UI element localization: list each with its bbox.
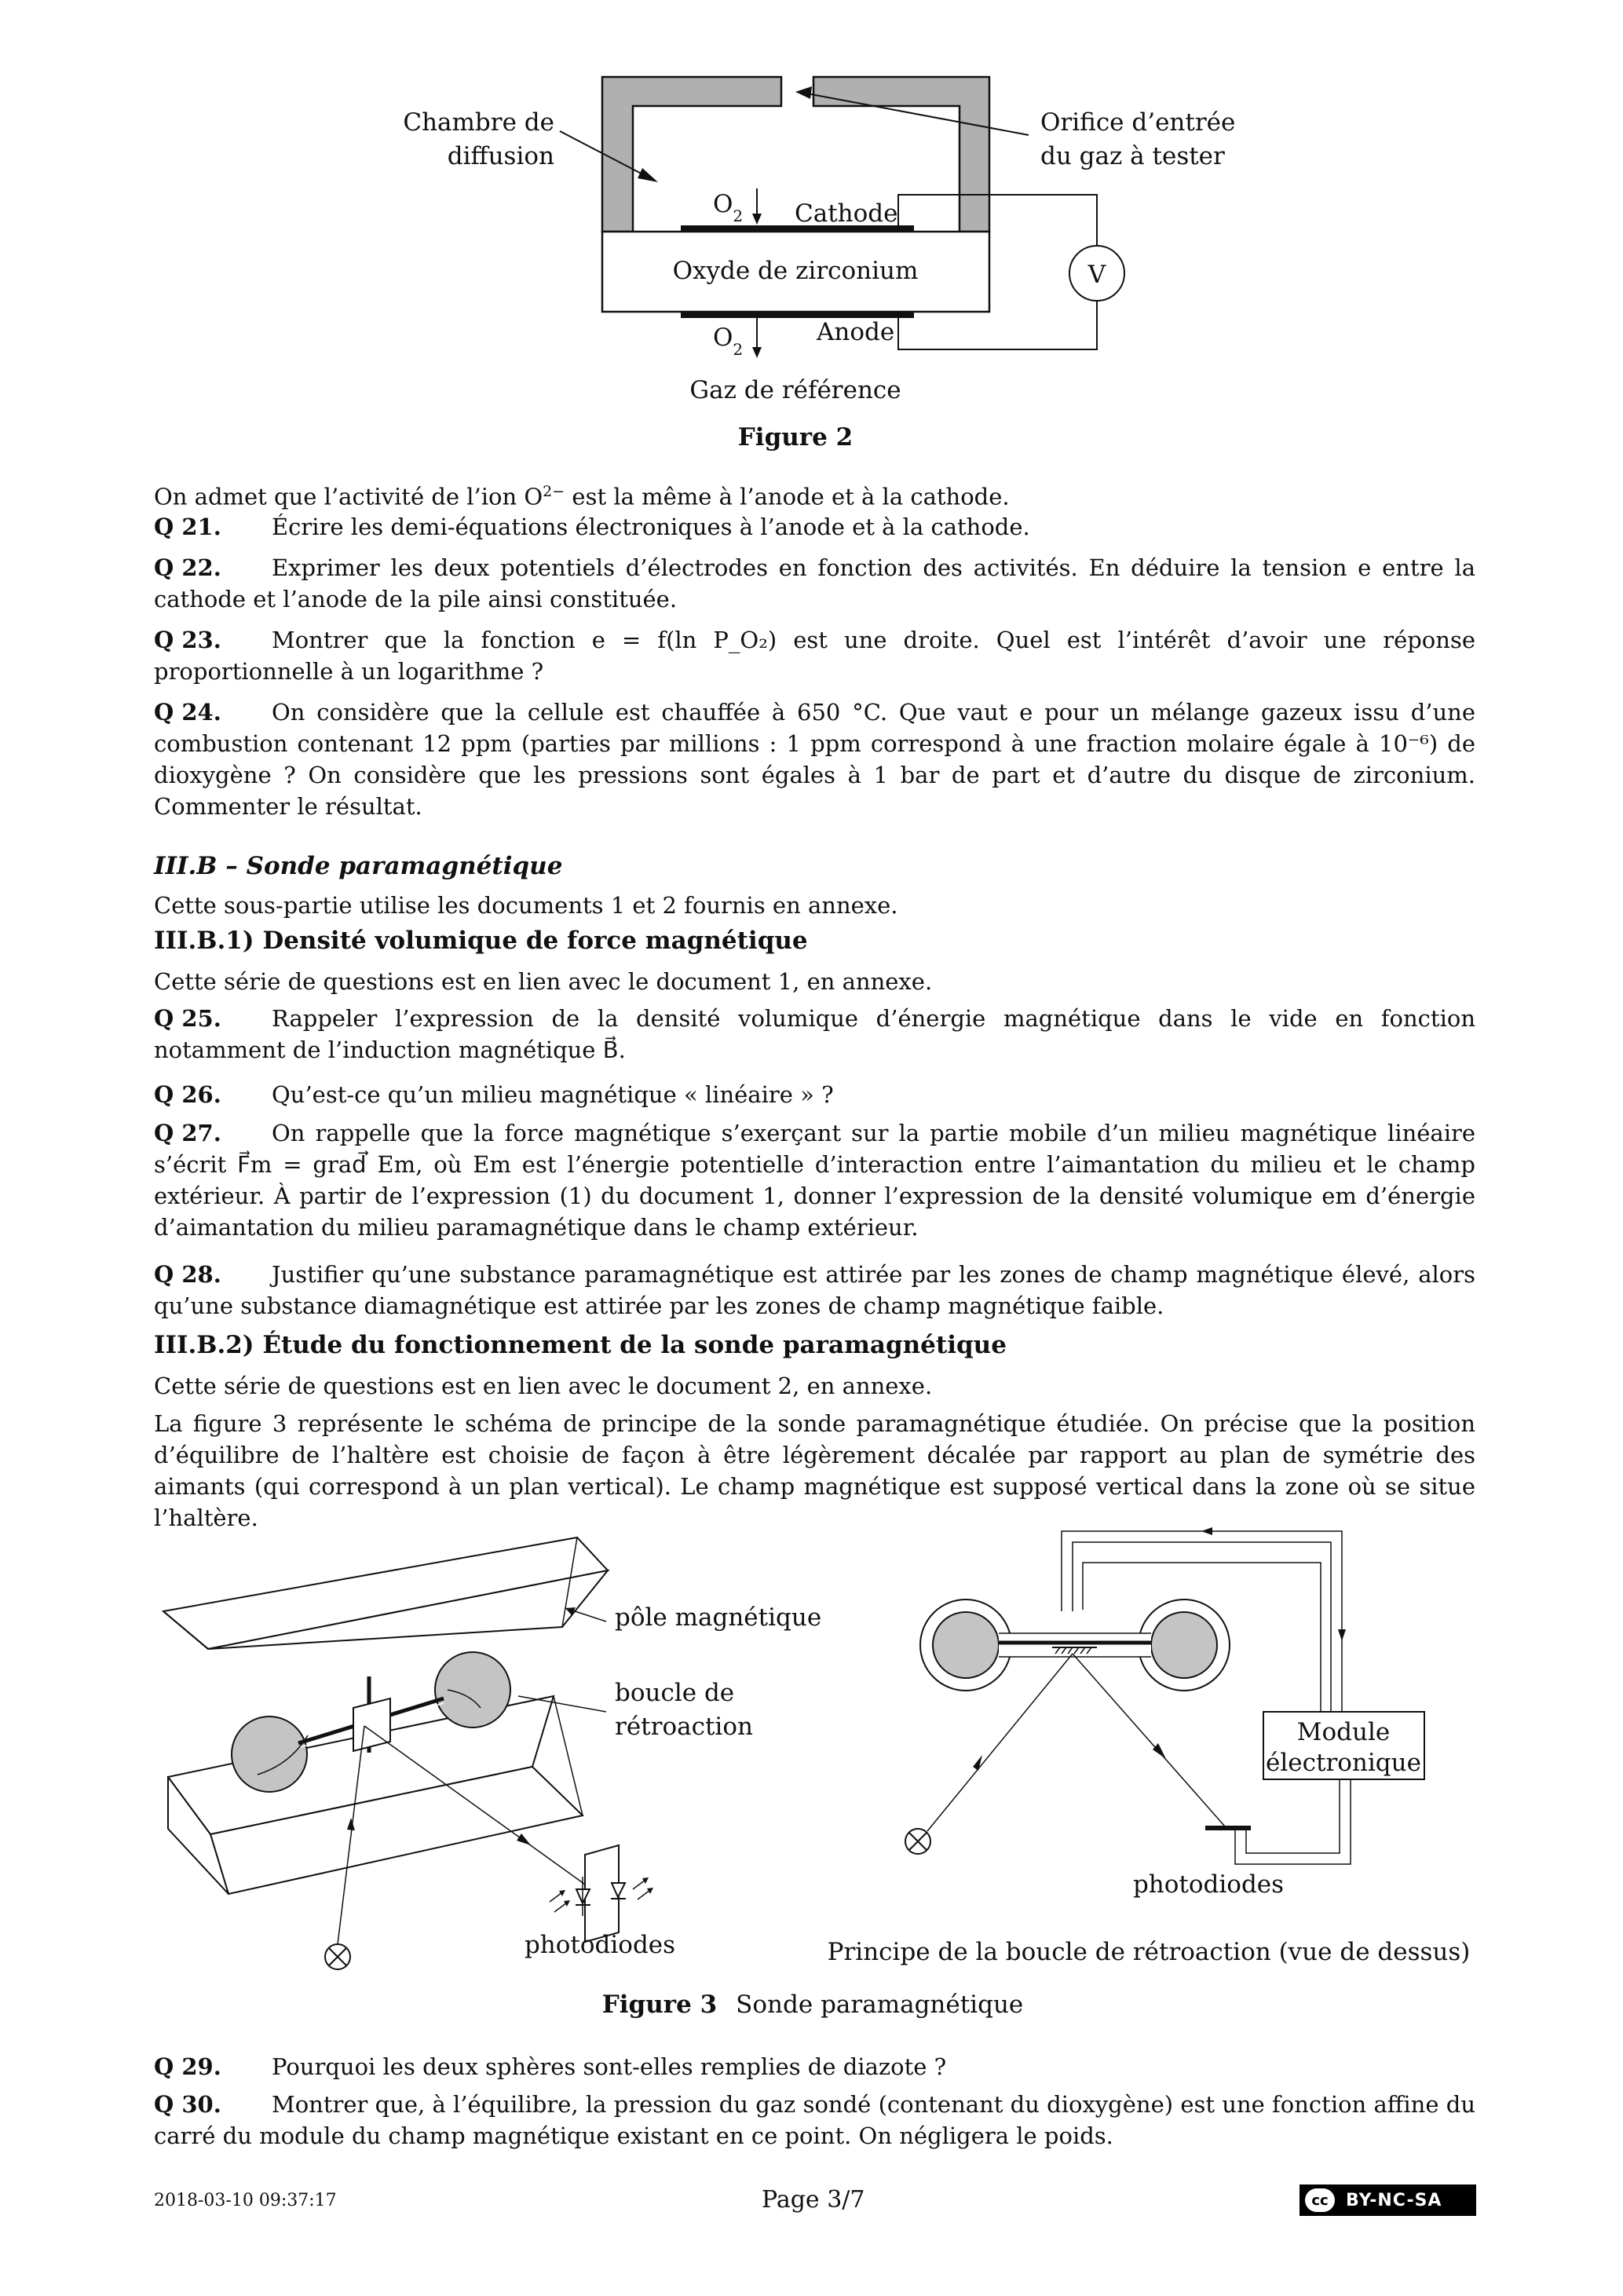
label-o2-top: $O_2$ xyxy=(713,190,744,225)
photodiode-box xyxy=(585,1845,619,1942)
question-29: Q 29. Pourquoi les deux sphères sont-elles remplies de diazote ? xyxy=(154,2053,947,2080)
label-loop-line1: boucle de xyxy=(615,1679,735,1707)
question-23: Q 23. Montrer que la fonction e = f(ln P_O₂) est une droite. Quel est l’intérêt d’avoir une réponse proportionnelle à un logarithme ? xyxy=(154,627,1475,685)
figure-2-caption: Figure 2 xyxy=(737,423,854,452)
subsection-b1-intro: Cette série de questions est en lien avec le document 1, en annexe. xyxy=(154,968,933,995)
license-text: BY-NC-SA xyxy=(1346,2190,1442,2210)
label-orifice-line1: Orifice d’entrée xyxy=(1040,108,1236,137)
label-orifice-line2: du gaz à tester xyxy=(1040,142,1225,170)
label-cathode: Cathode xyxy=(795,199,898,228)
question-30: Q 30. Montrer que, à l’équilibre, la pression du gaz sondé (contenant du dioxygène) est une fonction affine du carré du module du champ magnétique existant en ce point. On négligera le poids. xyxy=(154,2091,1475,2149)
left-sphere xyxy=(232,1717,307,1792)
mirror xyxy=(353,1698,390,1751)
license-badge xyxy=(1299,2184,1476,2216)
creative-commons-icon: cc xyxy=(1305,2188,1335,2212)
paramagnetic-probe-3d xyxy=(163,1537,821,1969)
question-21: Q 21. Écrire les demi-équations électroniques à l’anode et à la cathode. xyxy=(154,514,1030,540)
subsection-b2-paragraph: La figure 3 représente le schéma de principe de la sonde paramagnétique étudiée. On précise que la position d’équilibre de l’haltère est choisie de façon à être légèrement décalée par rapport au plan de symétrie des aimants (qui correspond à un plan vertical). Le champ magnétique est supposé vertical dans la zone où se situe l’haltère. xyxy=(154,1410,1475,1531)
right-sphere xyxy=(435,1652,510,1727)
o2-arrow-top xyxy=(752,214,762,225)
footer-page-number: Page 3/7 xyxy=(762,2186,865,2214)
question-28: Q 28. Justifier qu’une substance paramagnétique est attirée par les zones de champ magnétique élevé, alors qu’une substance diamagnétique est attirée par les zones de champ magnétique faible. xyxy=(154,1261,1475,1319)
question-22: Q 22. Exprimer les deux potentiels d’électrodes en fonction des activités. En déduire la tension e entre la cathode et l’anode de la pile ainsi constituée. xyxy=(154,554,1475,612)
label-photodiodes-left: photodiodes xyxy=(524,1931,676,1959)
label-photodiodes-right: photodiodes xyxy=(1132,1870,1285,1899)
feedback-loop-top-view xyxy=(828,1527,1471,1966)
section-b-title: III.B – Sonde paramagnétique xyxy=(154,852,563,880)
figure-3-caption: Figure 3 Sonde paramagnétique xyxy=(601,1991,1024,2019)
label-reference-gas: Gaz de référence xyxy=(689,376,901,404)
subsection-b1-title: III.B.1) Densité volumique de force magnétique xyxy=(154,927,808,955)
question-26: Q 26. Qu’est-ce qu’un milieu magnétique « linéaire » ? xyxy=(154,1081,834,1108)
subsection-b2-intro: Cette série de questions est en lien avec le document 2, en annexe. xyxy=(154,1373,933,1399)
question-25: Q 25. Rappeler l’expression de la densité volumique d’énergie magnétique dans le vide en fonction notamment de l’induction magnétique B⃗. xyxy=(154,1005,1475,1063)
top-view-right-sphere xyxy=(1151,1612,1217,1678)
question-27: Q 27. On rappelle que la force magnétique s’exerçant sur la partie mobile d’un milieu magnétique linéaire s’écrit F⃗m = grad⃗ Em, où Em est l’énergie potentielle d’interaction entre l’aimantation du milieu et le champ extérieur. À partir de l’expression (1) du document 1, donner l’expression de la densité volumique em d’énergie d’aimantation du milieu paramagnétique dans le champ extérieur. xyxy=(154,1120,1475,1241)
anode-electrode xyxy=(681,311,914,318)
voltmeter-label: V xyxy=(1087,261,1106,289)
section-b-intro: Cette sous-partie utilise les documents 1 et 2 fournis en annexe. xyxy=(154,892,898,919)
label-feedback-principle: Principe de la boucle de rétroaction (vue de dessus) xyxy=(827,1938,1471,1966)
figure-2-diagram xyxy=(0,0,1623,471)
label-chamber-line1: Chambre de xyxy=(403,108,554,137)
label-o2-bottom: $O_2$ xyxy=(713,324,744,359)
label-anode: Anode xyxy=(817,318,895,346)
label-chamber-line2: diffusion xyxy=(447,142,554,170)
label-pole: pôle magnétique xyxy=(615,1603,822,1632)
label-module-line1: Module xyxy=(1296,1718,1391,1746)
label-module-line2: électronique xyxy=(1266,1749,1421,1777)
question-24: Q 24. On considère que la cellule est chauffée à 650 °C. Que vaut e pour un mélange gazeux issu d’une combustion contenant 12 ppm (parties par millions : 1 ppm correspond à une fraction molaire égale à 10⁻⁶) de dioxygène ? On considère que les pressions sont égales à 1 bar de part et d’autre du disque de zirconium. Commenter le résultat. xyxy=(154,699,1475,820)
footer-timestamp: 2018-03-10 09:37:17 xyxy=(154,2191,337,2210)
label-oxide: Oxyde de zirconium xyxy=(672,257,919,285)
subsection-b2-title: III.B.2) Étude du fonctionnement de la sonde paramagnétique xyxy=(154,1331,1007,1359)
intro-text: On admet que l’activité de l’ion $O^{2-}$ est la même à l’anode et à la cathode. xyxy=(154,483,1010,510)
chamber-left-wall xyxy=(602,77,781,232)
o2-arrow-bottom xyxy=(752,347,762,358)
label-loop-line2: rétroaction xyxy=(615,1713,753,1741)
top-view-left-sphere xyxy=(933,1612,999,1678)
figure-3-diagram xyxy=(0,1515,1623,2034)
